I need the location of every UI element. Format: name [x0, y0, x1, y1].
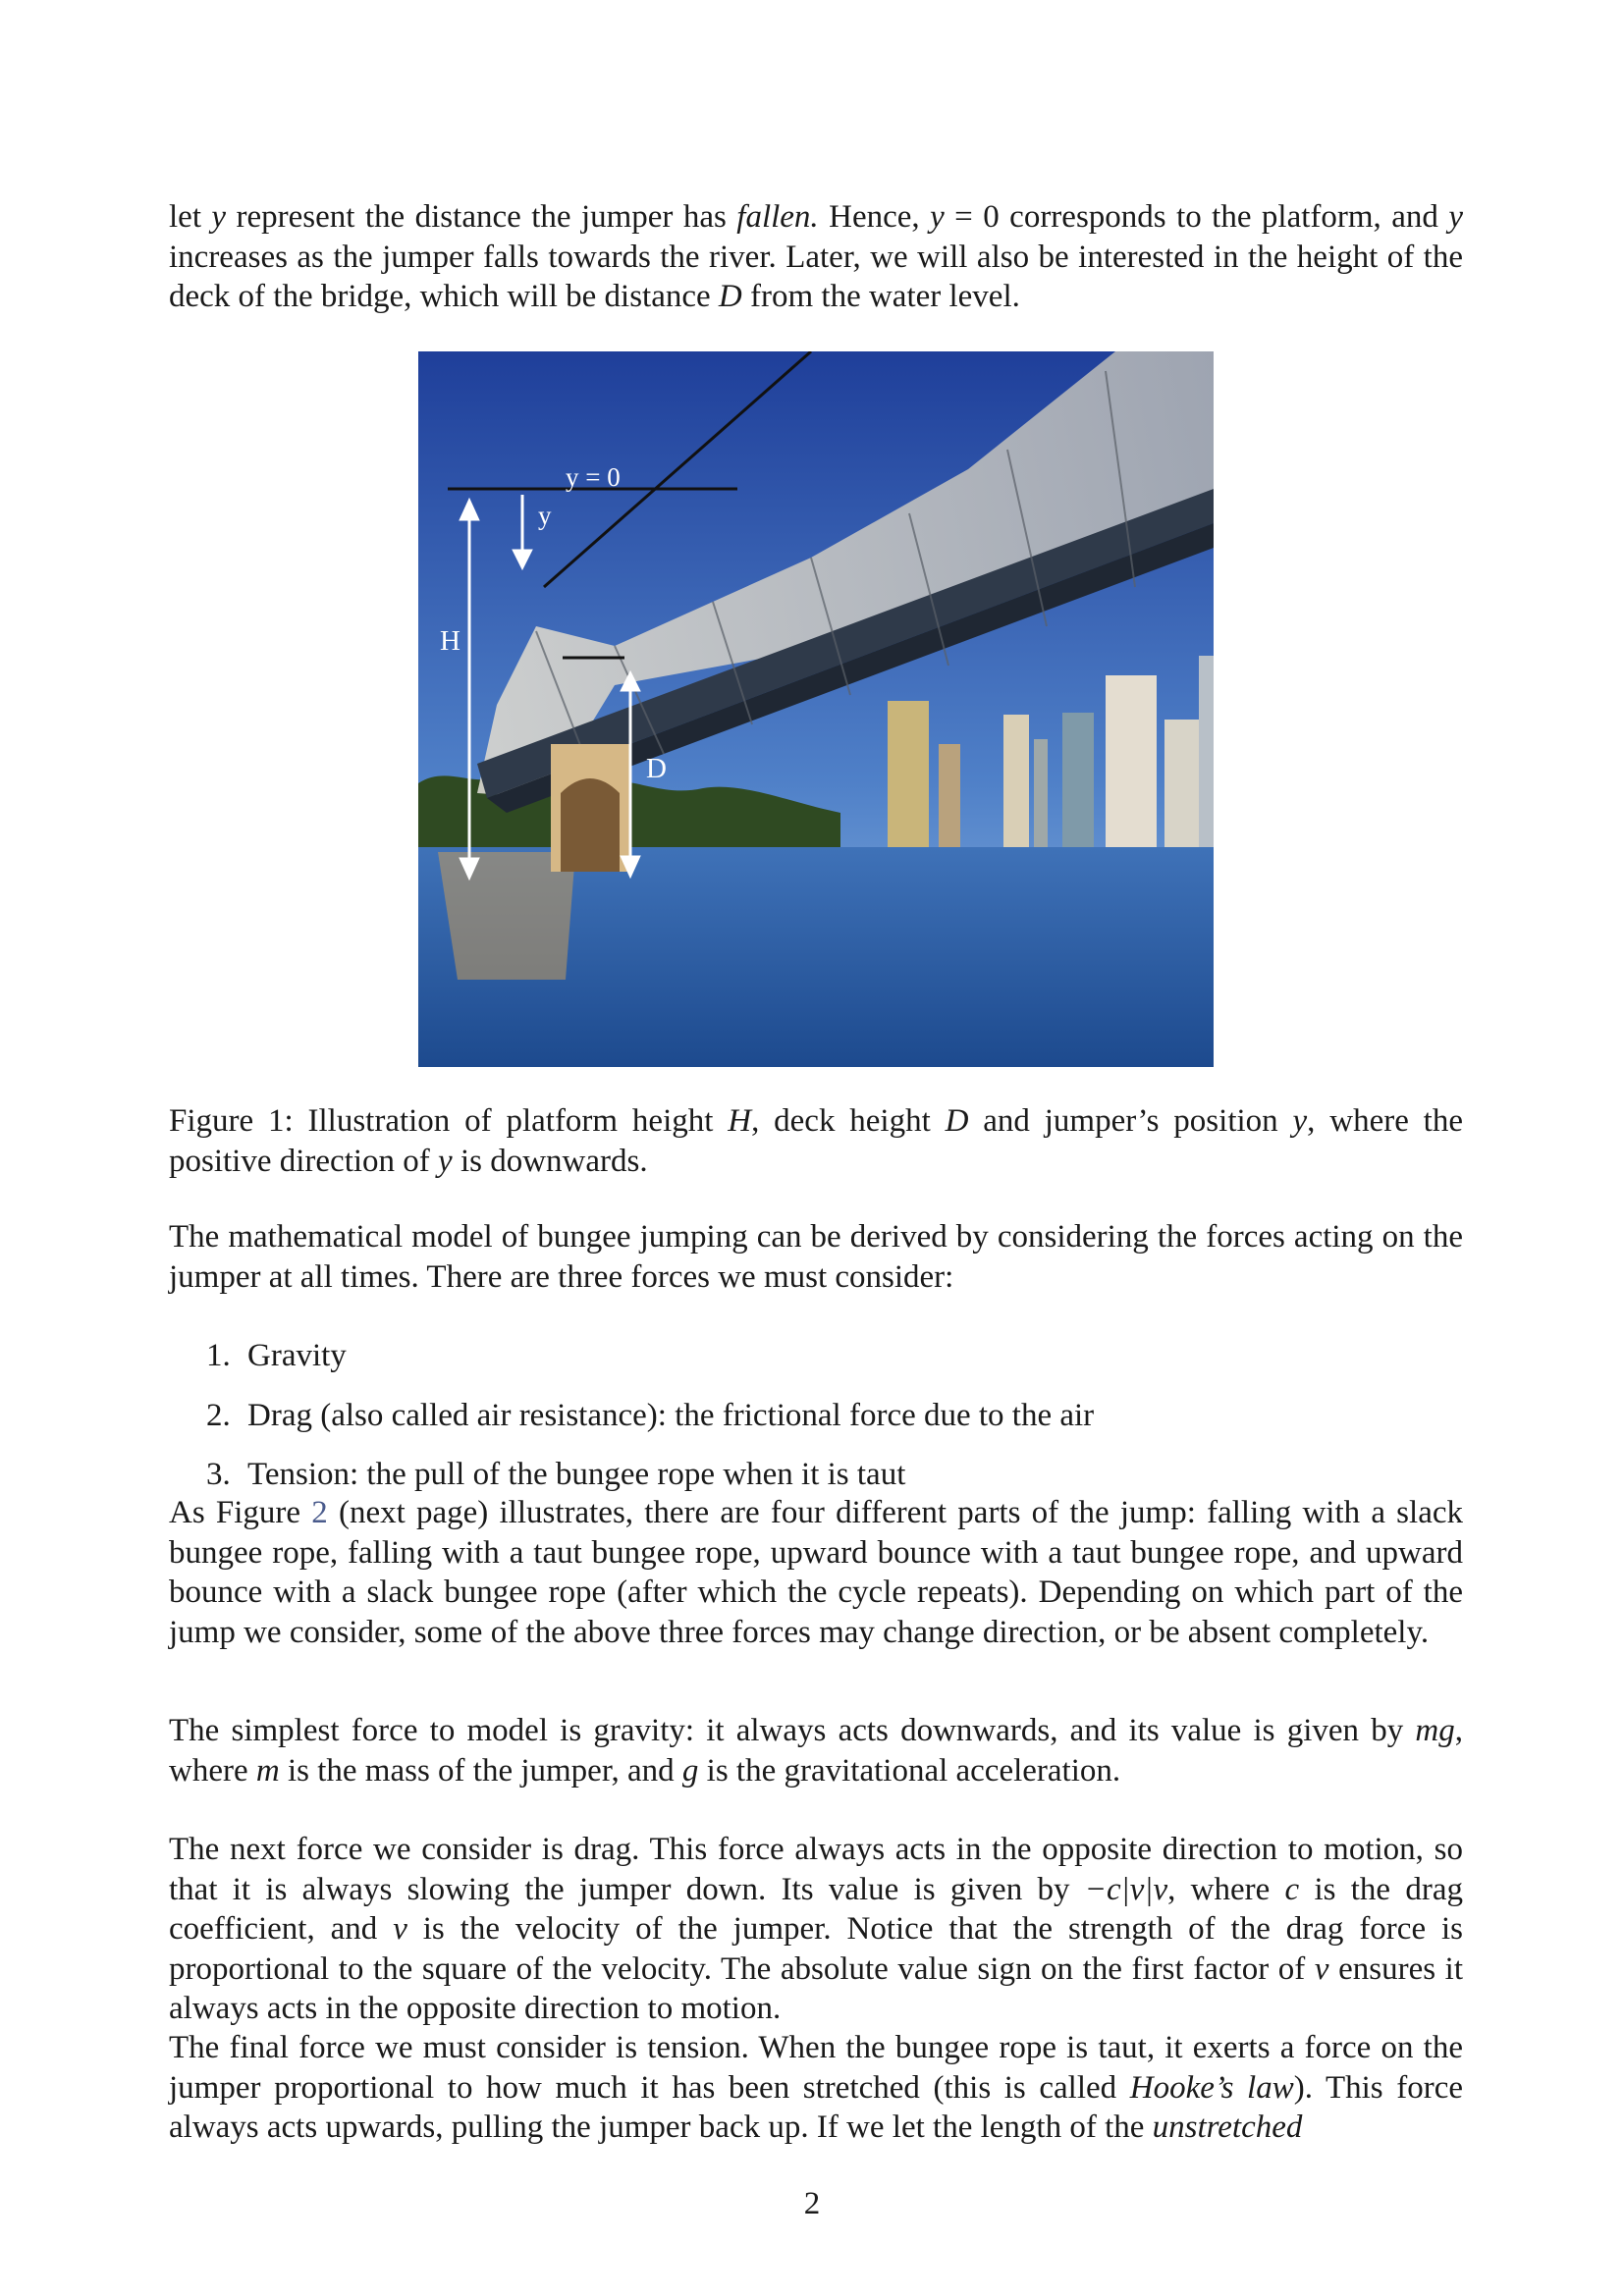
paragraph-jump-parts: As Figure 2 (next page) illustrates, there are four different parts of the jump: falling with a slack bungee rope, falling with a taut bungee rope, upward bounce with a taut bungee rope, and upward bounce with a slack bungee rope (after which the cycle repeats). Depending on which part of the jump we consider, some of the above three forces may change direction, or be absent completely.	[169, 1495, 1463, 1650]
bridge-illustration	[418, 351, 1214, 1067]
list-item: 1. Gravity	[206, 1338, 347, 1373]
paragraph-drag: The next force we consider is drag. This force always acts in the opposite direction to motion, so that it is always slowing the jumper down. Its value is given by −c|v|v, where c is the drag coefficient, and v is the velocity of the jumper. Notice that the strength of the drag force is proportional to the square of the velocity. The absolute value sign on the first factor of v ensures it always acts in the opposite direction to motion.	[169, 1832, 1464, 2026]
label-D: D	[646, 753, 667, 784]
page-number: 2	[803, 2186, 821, 2221]
list-item: 2. Drag (also called air resistance): the frictional force due to the air	[206, 1398, 1095, 1433]
label-y-zero: y = 0	[566, 462, 621, 492]
list-item: 3. Tension: the pull of the bungee rope when it is taut	[206, 1457, 906, 1492]
figure-bridge-photo	[418, 351, 1214, 1067]
figure-2-link[interactable]: 2	[311, 1495, 328, 1530]
label-y: y	[538, 501, 552, 530]
paragraph-forces: The mathematical model of bungee jumping can be derived by considering the forces acting on the jumper at all times. There are three forces we must consider:	[169, 1219, 1463, 1295]
figure-caption: Figure 1: Illustration of platform height H, deck height D and jumper’s position y, where the positive direction of y is downwards.	[169, 1103, 1464, 1179]
paragraph-tension: The final force we must consider is tension. When the bungee rope is taut, it exerts a force on the jumper proportional to how much it has been stretched (this is called Hooke’s law). This force always acts upwards, pulling the jumper back up. If we let the length of the unstretched	[169, 2030, 1463, 2145]
paragraph-gravity: The simplest force to model is gravity: it always acts downwards, and its value is given by mg, where m is the mass of the jumper, and g is the gravitational acceleration.	[169, 1713, 1463, 1789]
paragraph-intro: let y represent the distance the jumper has fallen. Hence, y = 0 corresponds to the platform, and y increases as the jumper falls towards the river. Later, we will also be interested in the height of the deck of the bridge, which will be distance D from the water level.	[169, 199, 1463, 314]
label-H: H	[440, 625, 460, 657]
